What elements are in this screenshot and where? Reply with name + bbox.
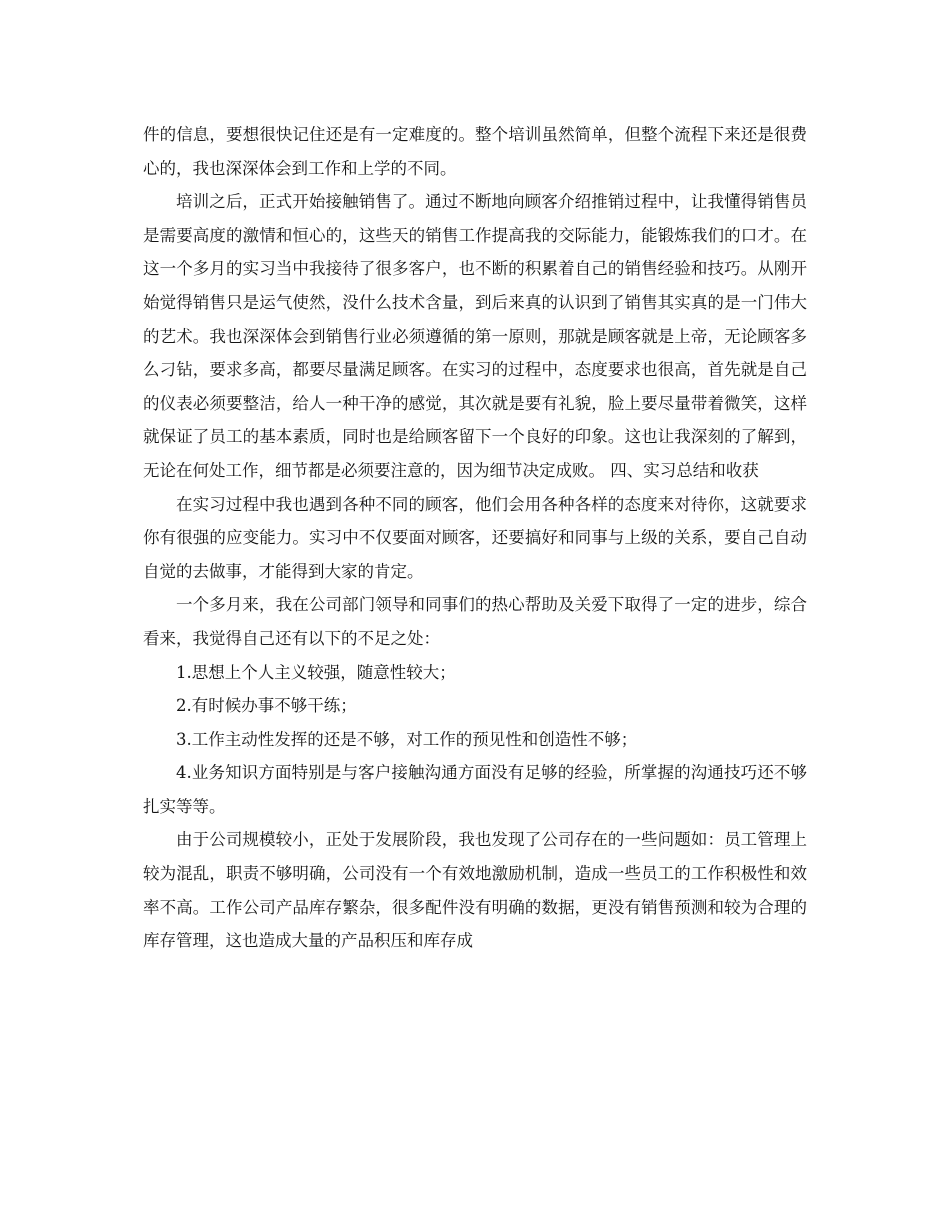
paragraph-company-issues: 由于公司规模较小，正处于发展阶段，我也发现了公司存在的一些问题如：员工管理上较为混乱，职责不够明确，公司没有一个有效地激励机制，造成一些员工的工作积极性和效率不高。工作公司产品库存繁杂，很多配件没有明确的数据，更没有销售预测和较为合理的库存管理，这也造成大量的产品积压和库存成 — [143, 830, 807, 951]
paragraph-customers: 在实习过程中我也遇到各种不同的顾客，他们会用各种各样的态度来对待你，这就要求你有很强的应变能力。实习中不仅要面对顾客，还要搞好和同事与上级的关系，要自己自动自觉的去做事，才能得到大家的肯定。 — [143, 494, 807, 581]
list-item-3: 3.工作主动性发挥的还是不够，对工作的预见性和创造性不够； — [176, 729, 638, 749]
paragraph-progress: 一个多月来，我在公司部门领导和同事们的热心帮助及关爱下取得了一定的进步，综合看来，我觉得自己还有以下的不足之处： — [143, 595, 807, 648]
paragraph-sales-training: 培训之后，正式开始接触销售了。通过不断地向顾客介绍推销过程中，让我懂得销售员是需要高度的激情和恒心的，这些天的销售工作提高我的交际能力，能锻炼我们的口才。在这一个多月的实习当中我接待了很多客户，也不断的积累着自己的销售经验和技巧。从刚开始觉得销售只是运气使然，没什么技术含量，到后来真的认识到了销售其实真的是一门伟大的艺术。我也深深体会到销售行业必须遵循的第一原则，那就是顾客就是上帝，无论顾客多么刁钻，要求多高，都要尽量满足顾客。在实习的过程中，态度要求也很高，首先就是自己的仪表必须要整洁，给人一种干净的感觉，其次就是要有礼貌，脸上要尽量带着微笑，这样就保证了员工的基本素质，同时也是给顾客留下一个良好的印象。这也让我深刻的了解到，无论在何处工作，细节都是必须要注意的，因为细节决定成败。 四、实习总结和收获 — [143, 192, 807, 480]
paragraph-continuation: 件的信息，要想很快记住还是有一定难度的。整个培训虽然简单，但整个流程下来还是很费心的，我也深深体会到工作和上学的不同。 — [143, 125, 807, 178]
list-item-4: 4.业务知识方面特别是与客户接触沟通方面没有足够的经验，所掌握的沟通技巧还不够扎实等等。 — [143, 763, 807, 816]
document-body — [143, 118, 807, 958]
list-item-2: 2.有时候办事不够干练； — [176, 696, 357, 716]
list-item-1: 1.思想上个人主义较强，随意性较大； — [176, 662, 456, 682]
